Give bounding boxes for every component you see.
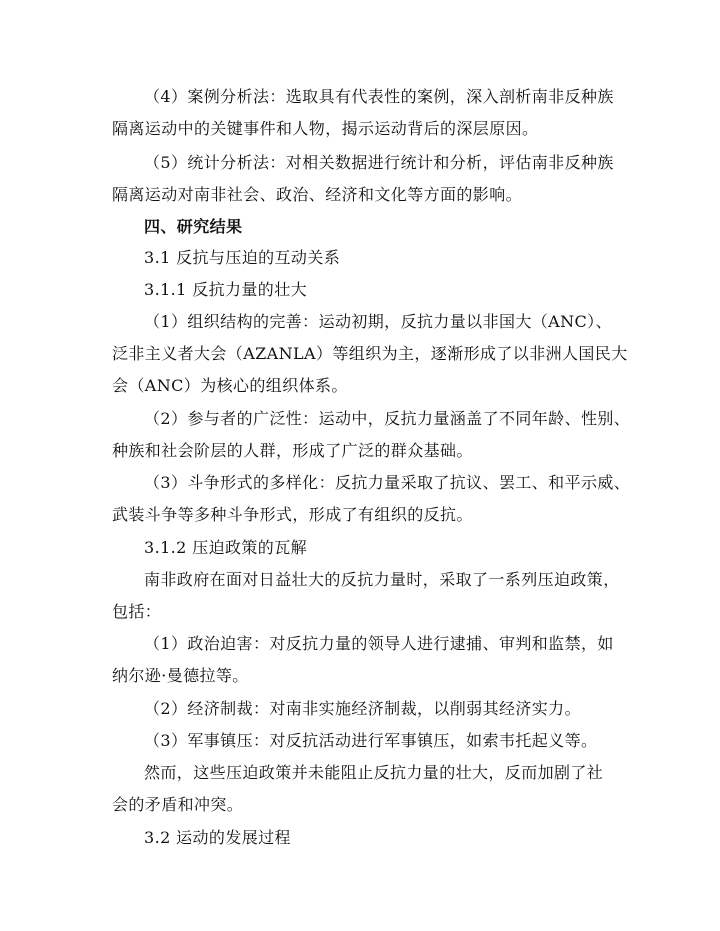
military-suppression-line: （3）军事镇压：对反抗活动进行军事镇压，如索韦托起义等。 [144, 731, 598, 750]
struggle-forms-line2: 武装斗争等多种斗争形式，形成了有组织的反抗。 [112, 505, 473, 524]
participants-line1: （2）参与者的广泛性：运动中，反抗力量涵盖了不同年龄、性别、 [144, 409, 631, 428]
section-3-1-heading: 3.1 反抗与压迫的互动关系 [144, 248, 341, 267]
method-case-analysis-line1: （4）案例分析法：选取具有代表性的案例，深入剖析南非反种族 [144, 87, 614, 106]
org-structure-line2: 泛非主义者大会（AZANLA）等组织为主，逐渐形成了以非洲人国民大 [112, 344, 628, 363]
conclusion-line1: 然而，这些压迫政策并未能阻止反抗力量的壮大，反而加剧了社 [144, 763, 604, 782]
section-3-2-heading: 3.2 运动的发展过程 [144, 828, 291, 847]
conclusion-line2: 会的矛盾和冲突。 [112, 795, 244, 814]
section-4-heading: 四、研究结果 [144, 217, 243, 236]
section-3-1-2-heading: 3.1.2 压迫政策的瓦解 [144, 538, 307, 557]
oppression-intro-line1: 南非政府在面对日益壮大的反抗力量时，采取了一系列压迫政策， [144, 570, 620, 589]
org-structure-line1: （1）组织结构的完善：运动初期，反抗力量以非国大（ANC）、 [144, 312, 612, 331]
method-statistical-line1: （5）统计分析法：对相关数据进行统计和分析，评估南非反种族 [144, 153, 614, 172]
political-persecution-line2: 纳尔逊·曼德拉等。 [112, 666, 249, 685]
method-statistical-line2: 隔离运动对南非社会、政治、经济和文化等方面的影响。 [112, 185, 523, 204]
struggle-forms-line1: （3）斗争形式的多样化：反抗力量采取了抗议、罢工、和平示威、 [144, 473, 631, 492]
political-persecution-line1: （1）政治迫害：对反抗力量的领导人进行逮捕、审判和监禁，如 [144, 634, 614, 653]
oppression-intro-line2: 包括： [112, 602, 162, 621]
section-3-1-1-heading: 3.1.1 反抗力量的壮大 [144, 280, 307, 299]
economic-sanctions-line: （2）经济制裁：对南非实施经济制裁，以削弱其经济实力。 [144, 699, 581, 718]
participants-line2: 种族和社会阶层的人群，形成了广泛的群众基础。 [112, 441, 473, 460]
org-structure-line3: 会（ANC）为核心的组织体系。 [112, 376, 348, 395]
method-case-analysis-line2: 隔离运动中的关键事件和人物，揭示运动背后的深层原因。 [112, 119, 539, 138]
